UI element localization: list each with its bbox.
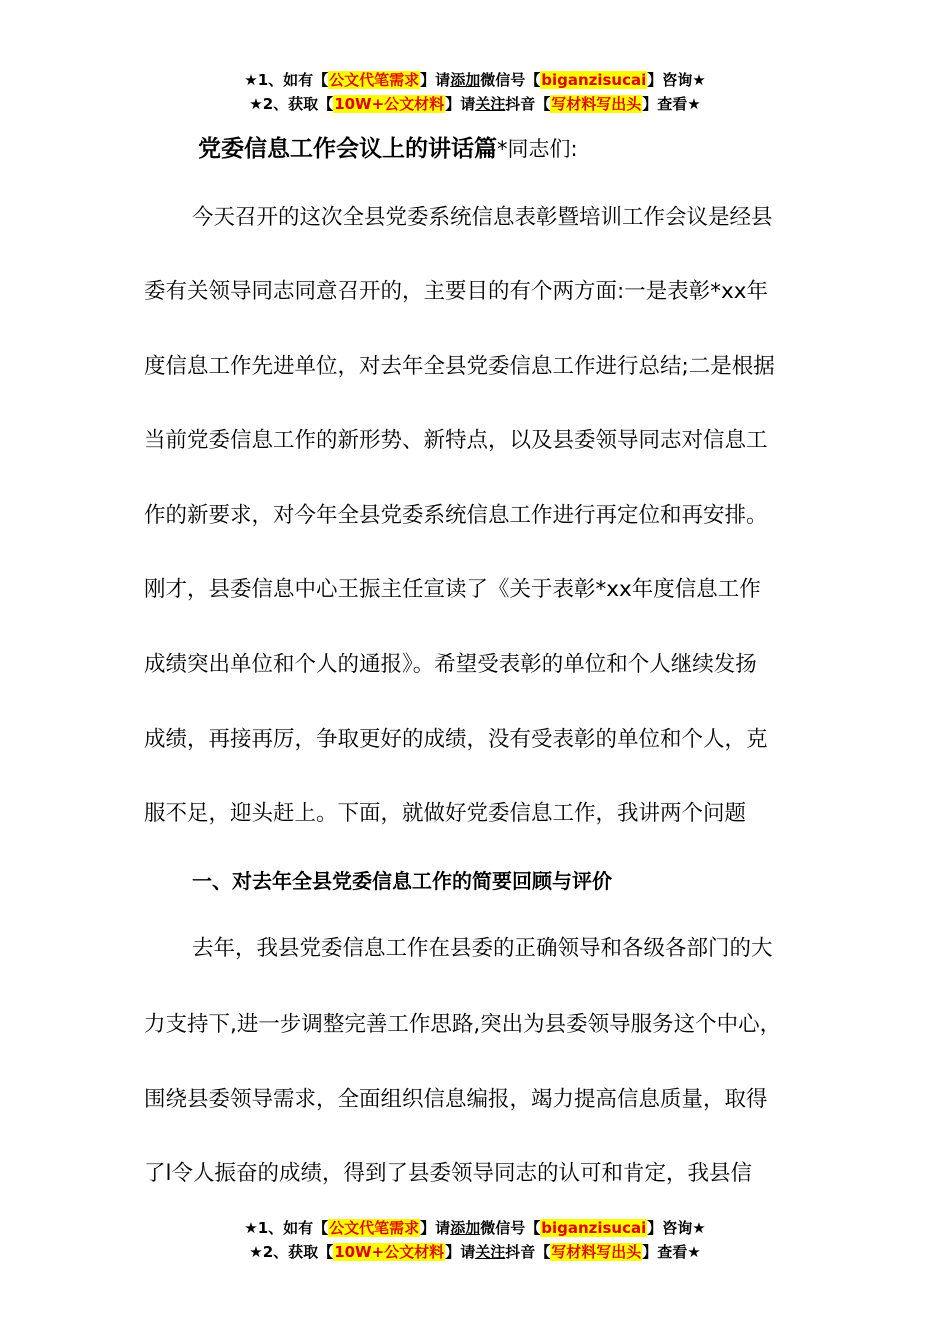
document-title: 党委信息工作会议上的讲话篇 xyxy=(198,136,497,162)
section-heading: 一、对去年全县党委信息工作的简要回顾与评价 xyxy=(192,869,612,893)
banner-highlight: 写材料写出头 xyxy=(551,95,642,113)
banner-line-2 xyxy=(0,92,950,116)
banner-text: ★2、获取【 xyxy=(249,95,334,113)
banner-text: 抖音【 xyxy=(505,1243,551,1261)
paragraph-line: 围绕县委领导需求，全面组织信息编报，竭力提高信息质量，取得 xyxy=(144,1087,768,1112)
banner-underline: 添加 xyxy=(450,71,481,89)
banner-text: 】咨询★ xyxy=(647,1219,706,1237)
paragraph-line: 委有关领导同志同意召开的，主要目的有个两方面:一是表彰*xx年 xyxy=(144,279,768,304)
banner-text: 微信号【 xyxy=(480,71,541,89)
banner-line-1 xyxy=(0,1216,950,1240)
banner-text: 微信号【 xyxy=(480,1219,541,1237)
paragraph-line: 了l令人振奋的成绩，得到了县委领导同志的认可和肯定，我县信 xyxy=(144,1161,752,1186)
banner-text: 】查看★ xyxy=(642,95,701,113)
banner-highlight: 公文代笔需求 xyxy=(329,1219,420,1237)
banner-line-2 xyxy=(0,1240,950,1264)
banner-line-1 xyxy=(0,68,950,92)
banner-highlight: 10W+公文材料 xyxy=(334,1243,445,1261)
paragraph-line: 成绩，再接再厉，争取更好的成绩，没有受表彰的单位和个人，克 xyxy=(144,727,768,752)
bottom-banner xyxy=(0,1216,950,1264)
paragraph-line: 服不足，迎头赶上。下面，就做好党委信息工作，我讲两个问题 xyxy=(144,801,747,826)
paragraph-line: 作的新要求，对今年全县党委系统信息工作进行再定位和再安排。 xyxy=(144,503,768,528)
banner-highlight: 写材料写出头 xyxy=(551,1243,642,1261)
banner-text: ★2、获取【 xyxy=(249,1243,334,1261)
paragraph-line: 刚才，县委信息中心王振主任宣读了《关于表彰*xx年度信息工作 xyxy=(144,577,761,602)
paragraph-line: 成绩突出单位和个人的通报》。希望受表彰的单位和个人继续发扬 xyxy=(144,652,757,677)
banner-underline: 关注 xyxy=(475,1243,506,1261)
banner-highlight: 公文代笔需求 xyxy=(329,71,420,89)
banner-highlight: biganzisucai xyxy=(541,1219,647,1237)
banner-text: 】请 xyxy=(445,95,476,113)
paragraph-line: 力支持下,进一步调整完善工作思路,突出为县委领导服务这个中心， xyxy=(144,1012,782,1037)
banner-text: ★1、如有【 xyxy=(244,71,329,89)
banner-text: 抖音【 xyxy=(505,95,551,113)
paragraph-line: 去年，我县党委信息工作在县委的正确领导和各级各部门的大 xyxy=(192,936,773,961)
banner-highlight: biganzisucai xyxy=(541,71,647,89)
banner-text: 】请 xyxy=(445,1243,476,1261)
document-title-line xyxy=(198,132,578,166)
banner-underline: 添加 xyxy=(450,1219,481,1237)
banner-text: 】咨询★ xyxy=(647,71,706,89)
banner-text: 】请 xyxy=(420,1219,451,1237)
banner-text: 】查看★ xyxy=(642,1243,701,1261)
banner-text: 】请 xyxy=(420,71,451,89)
banner-underline: 关注 xyxy=(475,95,506,113)
paragraph-line: 今天召开的这次全县党委系统信息表彰暨培训工作会议是经县 xyxy=(192,205,773,230)
top-banner xyxy=(0,68,950,116)
paragraph-line: 度信息工作先进单位，对去年全县党委信息工作进行总结;二是根据 xyxy=(144,354,775,379)
greeting: *同志们: xyxy=(497,137,578,161)
banner-text: ★1、如有【 xyxy=(244,1219,329,1237)
banner-highlight: 10W+公文材料 xyxy=(334,95,445,113)
paragraph-line: 当前党委信息工作的新形势、新特点，以及县委领导同志对信息工 xyxy=(144,428,768,453)
